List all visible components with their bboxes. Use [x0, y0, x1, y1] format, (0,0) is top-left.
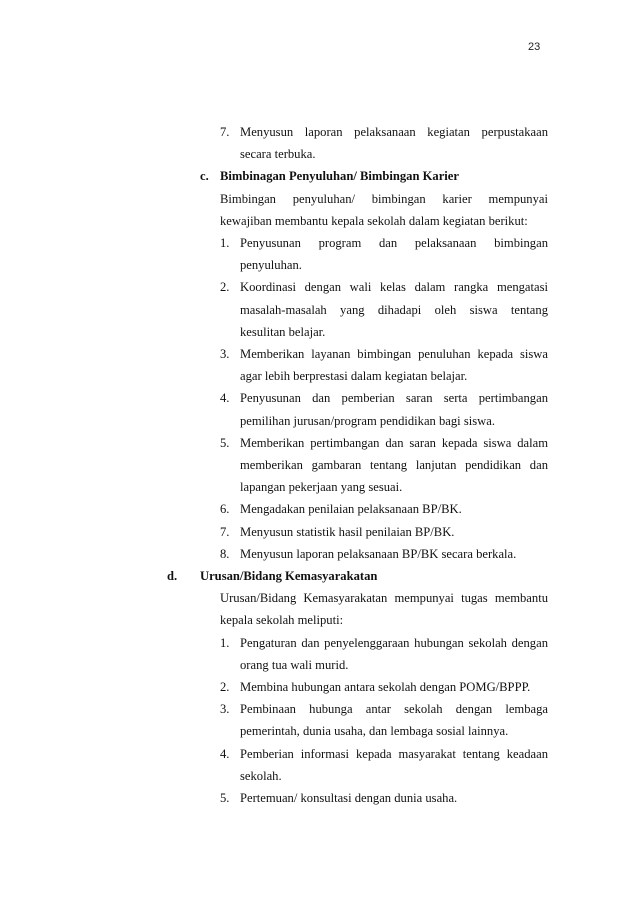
list-item	[220, 343, 548, 387]
section-d	[167, 565, 548, 809]
list-item	[220, 676, 548, 698]
section-d-title: Urusan/Bidang Kemasyarakatan	[200, 569, 378, 584]
section-c-intro-line: kewajiban membantu kepala sekolah dalam kegiatan berikut:	[220, 213, 528, 228]
list-item-line: Koordinasi dengan wali kelas dalam rangka mengatasi	[240, 280, 548, 295]
list-item	[220, 387, 548, 431]
section-c-heading	[200, 165, 548, 187]
list-item	[220, 632, 548, 676]
section-d-intro-line: Urusan/Bidang Kemasyarakatan mempunyai tugas membantu	[220, 591, 548, 606]
list-item-line: Menyusun laporan pelaksanaan BP/BK secara berkala.	[240, 546, 517, 561]
section-d-body	[220, 587, 548, 809]
list-item-line: Memberikan layanan bimbingan penuluhan kepada siswa	[240, 347, 548, 362]
page-number: 23	[528, 41, 541, 53]
list-item-line: secara terbuka.	[240, 147, 316, 162]
section-c-body	[220, 188, 548, 565]
list-item-line: Pemberian informasi kepada masyarakat tentang keadaan	[240, 746, 548, 761]
section-c-letter: c.	[200, 169, 209, 184]
list-item	[220, 432, 548, 499]
list-item-number: 8.	[220, 546, 230, 561]
section-c	[200, 165, 548, 565]
list-item-number: 7.	[220, 524, 230, 539]
list-item	[220, 743, 548, 787]
list-item-line: kesulitan belajar.	[240, 324, 326, 339]
list-item-number: 4.	[220, 746, 230, 761]
list-item-line: masalah-masalah yang dihadapi oleh siswa tentang	[240, 302, 548, 317]
list-item-line: Membina hubungan antara sekolah dengan POMG/BPPP.	[240, 680, 531, 695]
section-d-letter: d.	[167, 569, 178, 584]
list-item-line: memberikan gambaran tentang lanjutan pendidikan dan	[240, 458, 548, 473]
list-item-number: 1.	[220, 635, 230, 650]
section-d-list	[220, 632, 548, 810]
list-item-line: agar lebih berprestasi dalam kegiatan belajar.	[240, 369, 468, 384]
section-c-list	[220, 232, 548, 565]
top-list	[220, 121, 548, 165]
list-item-line: Menyusun statistik hasil penilaian BP/BK.	[240, 524, 455, 539]
list-item-number: 3.	[220, 347, 230, 362]
list-item-line: Memberikan pertimbangan dan saran kepada siswa dalam	[240, 435, 548, 450]
list-item-number: 1.	[220, 236, 230, 251]
list-item-line: Pembinaan hubunga antar sekolah dengan lembaga	[240, 702, 548, 717]
list-item-number: 7.	[220, 125, 230, 139]
list-item	[220, 276, 548, 343]
page-body	[167, 121, 548, 809]
list-item-number: 3.	[220, 702, 230, 717]
list-item-number: 5.	[220, 791, 230, 806]
list-item-line: sekolah.	[240, 768, 282, 783]
list-item-line: lapangan pekerjaan yang sesuai.	[240, 480, 403, 495]
list-item-line: Pertemuan/ konsultasi dengan dunia usaha.	[240, 791, 458, 806]
list-item-line: Penyusunan program dan pelaksanaan bimbingan	[240, 236, 548, 251]
list-item	[220, 232, 548, 276]
list-item	[220, 498, 548, 520]
list-item	[220, 787, 548, 809]
list-item-number: 4.	[220, 391, 230, 406]
list-item-number: 2.	[220, 280, 230, 295]
list-item-number: 5.	[220, 435, 230, 450]
list-item-number: 6.	[220, 502, 230, 517]
list-item-line: Menyusun laporan pelaksanaan kegiatan perpustakaan	[240, 125, 548, 139]
list-item-number: 2.	[220, 680, 230, 695]
section-c-intro-line: Bimbingan penyuluhan/ bimbingan karier mempunyai	[220, 191, 548, 206]
list-item	[220, 521, 548, 543]
list-item-line: pemerintah, dunia usaha, dan lembaga sosial lainnya.	[240, 724, 509, 739]
list-item-line: Mengadakan penilaian pelaksanaan BP/BK.	[240, 502, 462, 517]
list-item-line: penyuluhan.	[240, 258, 302, 273]
section-c-title: Bimbinagan Penyuluhan/ Bimbingan Karier	[220, 169, 459, 184]
list-item-line: pemilihan jurusan/program pendidikan bagi siswa.	[240, 413, 495, 428]
list-item-line: Penyusunan dan pemberian saran serta pertimbangan	[240, 391, 548, 406]
list-item	[220, 698, 548, 742]
section-d-intro-line: kepala sekolah meliputi:	[220, 613, 344, 628]
list-item-line: orang tua wali murid.	[240, 657, 349, 672]
list-item	[220, 543, 548, 565]
list-item-line: Pengaturan dan penyelenggaraan hubungan sekolah dengan	[240, 635, 548, 650]
list-item	[220, 121, 548, 165]
section-d-heading	[167, 565, 548, 587]
